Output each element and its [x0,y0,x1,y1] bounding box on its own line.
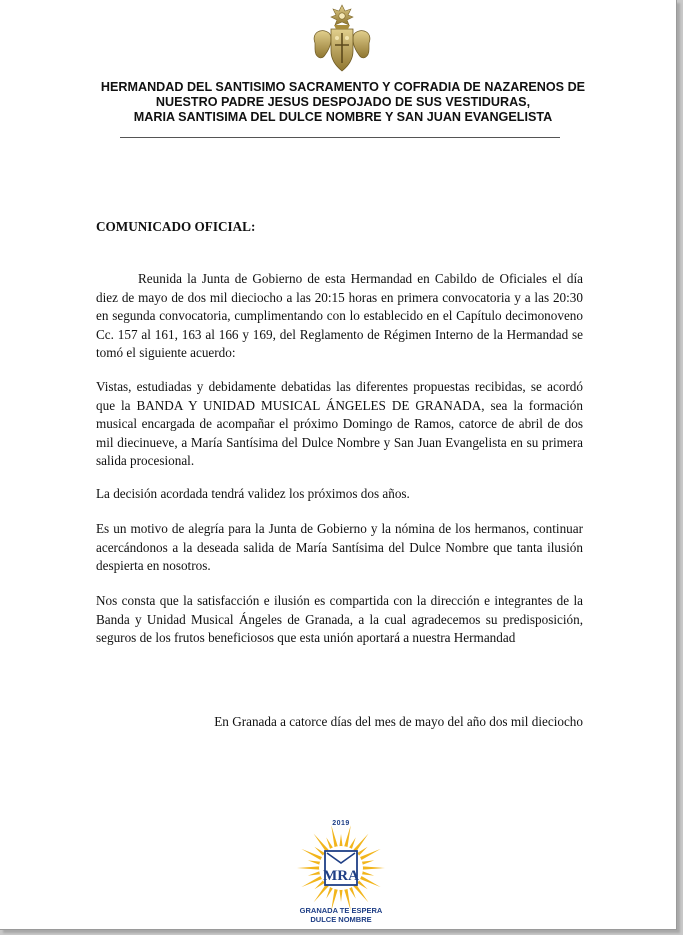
paragraph-3: La decisión acordada tendrá validez los próximos dos años. [96,486,410,501]
slogan-line-1: GRANADA TE ESPERA [299,906,383,915]
emblem-slogan [272,906,410,924]
emblem-ray [339,888,343,902]
header-line-2: NUESTRO PADRE JESUS DESPOJADO DE SUS VESTIDURAS, [155,95,531,109]
brotherhood-header [80,80,606,125]
header-line-1: HERMANDAD DEL SANTISIMO SACRAMENTO Y COFRADIA DE NAZARENOS DE [100,80,586,94]
signoff-line: En Granada a catorce días del mes de mayo del año dos mil dieciocho [214,714,583,729]
emblem-ray [344,825,351,849]
brotherhood-crest-icon [307,3,377,77]
paragraph-5: Nos consta que la satisfacción e ilusión es compartida con la dirección e integrantes de la Banda y Unidad Musical Ángeles de Granada, a la cual agradecemos su predisposición, seguros de los frutos beneficiosos que esta unión aportará a nuestra Hermandad [96,593,583,645]
header-line-3: MARIA SANTISIMA DEL DULCE NOMBRE Y SAN JUAN EVANGELISTA [133,110,553,124]
paragraph-1: Reunida la Junta de Gobierno de esta Hermandad en Cabildo de Oficiales el día diez de mayo de dos mil dieciocho a las 20:15 horas en primera convocatoria y a las 20:30 en segunda convocatoria, cumplimentando con lo establecido en el Capítulo decimonoveno Cc. 157 al 161, 163 al 166 y 169, del Reglamento de Régimen Interno de la Hermandad se tomó el siguiente acuerdo: [96,271,583,360]
slogan-line-2: DULCE NOMBRE [310,915,372,924]
emblem-ray [297,866,321,870]
emblem-ray [361,866,385,870]
emblem-ray [331,825,338,849]
emblem-ray [339,834,343,848]
emblem-year: 2019 [332,820,350,827]
paragraph-4: Es un motivo de alegría para la Junta de Gobierno y la nómina de los hermanos, continuar acercándonos a la deseada salida de María Santísima del Dulce Nombre que tanta ilusión despierta en nosotros. [96,521,583,573]
emblem-monogram: MRA [323,868,359,884]
paragraph-2: Vistas, estudiadas y debidamente debatidas las diferentes propuestas recibidas, se acordó que la BANDA Y UNIDAD MUSICAL ÁNGELES DE GRANADA, sea la formación musical encargada de acompañar el próximo Domingo de Ramos, catorce de abril de dos mil diecinueve, a María Santísima del Dulce Nombre y San Juan Evangelista en su primera salida procesional. [96,379,583,468]
document-heading: COMUNICADO OFICIAL: [96,219,256,234]
header-divider [120,137,560,138]
